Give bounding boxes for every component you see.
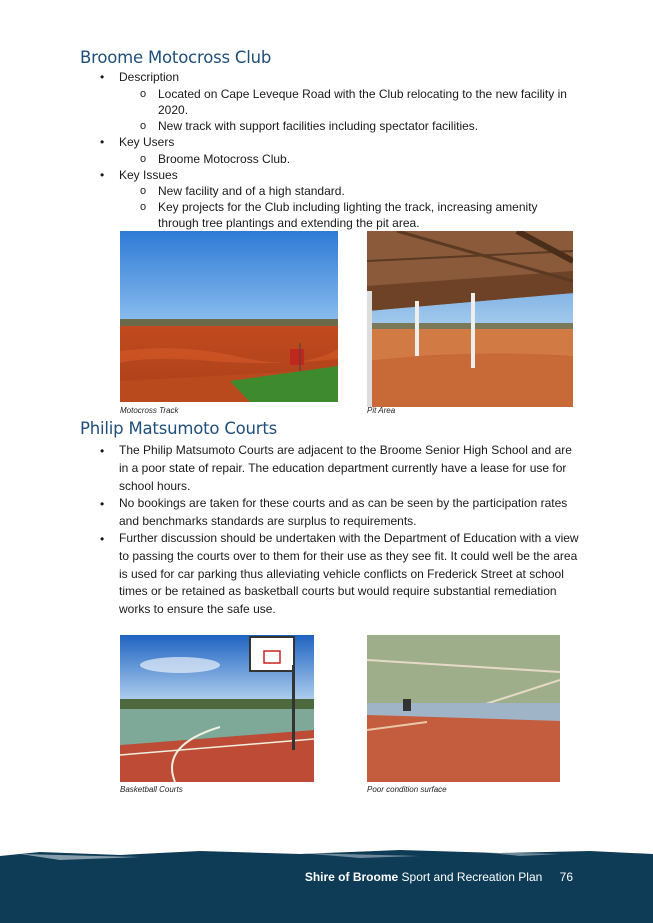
motocross-track-photo <box>120 231 338 402</box>
courts-paragraph: Further discussion should be undertaken with the Department of Education with a view to passing the courts over to them for their use as they see fit. It could well be the area is used for car parking thus alleviating vehicle conflicts on Frederick Street at school times or be retained as basketball courts but would require substantial remediation works to ensure the safe use. <box>119 531 579 617</box>
bullet-icon: • <box>100 168 105 182</box>
bullet-icon: • <box>100 532 105 546</box>
pit-area-photo <box>367 231 573 407</box>
section-heading-courts: Philip Matsumoto Courts <box>80 419 278 438</box>
page-number: 76 <box>559 870 573 884</box>
basketball-courts-photo <box>120 635 314 782</box>
description-item: New track with support facilities including spectator facilities. <box>158 119 479 133</box>
photo-caption: Pit Area <box>367 406 396 415</box>
footer-label <box>305 870 573 884</box>
bullet-icon: • <box>100 444 105 458</box>
sub-bullet-icon: o <box>140 201 147 213</box>
sub-bullet-icon: o <box>140 185 147 197</box>
bullet-icon: • <box>100 135 105 149</box>
courts-paragraph: No bookings are taken for these courts and as can be seen by the participation rates and benchmarks standards are surplus to requirements. <box>119 496 568 528</box>
section-heading-motocross: Broome Motocross Club <box>80 48 272 67</box>
sub-bullet-icon: o <box>140 88 147 100</box>
bullet-icon: • <box>100 70 105 84</box>
footer-plan: Sport and Recreation Plan <box>401 870 543 884</box>
description-label: Description <box>119 70 180 84</box>
key-users-item: Broome Motocross Club. <box>158 152 291 166</box>
photo-caption: Poor condition surface <box>367 785 447 794</box>
sub-bullet-icon: o <box>140 153 147 165</box>
key-users-label: Key Users <box>119 135 175 149</box>
photo-caption: Basketball Courts <box>120 785 183 794</box>
key-issues-label: Key Issues <box>119 168 178 182</box>
poor-condition-surface-photo <box>367 635 560 782</box>
photo-caption: Motocross Track <box>120 406 179 415</box>
footer-band <box>0 848 653 923</box>
bullet-icon: • <box>100 497 105 511</box>
sub-bullet-icon: o <box>140 120 147 132</box>
key-issues-item: Key projects for the Club including lighting the track, increasing amenity <box>158 200 538 214</box>
description-item: Located on Cape Leveque Road with the Club relocating to the new facility in <box>158 87 567 101</box>
key-issues-item: through tree plantings and extending the pit area. <box>158 216 420 230</box>
courts-paragraph: The Philip Matsumoto Courts are adjacent to the Broome Senior High School and are in a poor state of repair. The education department currently have a lease for use for school hours. <box>119 443 572 493</box>
key-issues-item: New facility and of a high standard. <box>158 184 345 198</box>
footer-org: Shire of Broome <box>304 870 399 884</box>
description-item: 2020. <box>158 103 189 117</box>
